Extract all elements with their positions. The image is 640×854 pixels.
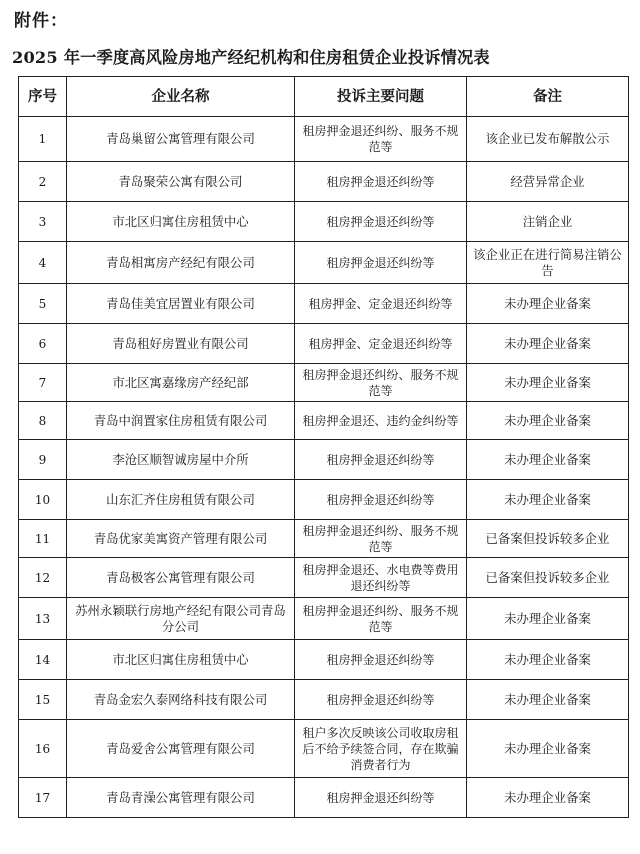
row-index: 13 (19, 598, 67, 640)
row-index: 11 (19, 520, 67, 558)
row-index: 3 (19, 202, 67, 242)
row-issue: 租房押金、定金退还纠纷等 (295, 324, 467, 364)
row-company: 青岛佳美宜居置业有限公司 (67, 284, 295, 324)
row-issue: 租房押金退还、水电费等费用退还纠纷等 (295, 558, 467, 598)
row-company: 青岛青澡公寓管理有限公司 (67, 778, 295, 818)
table-row (19, 117, 629, 162)
attachment-label: 附件： (14, 11, 68, 31)
row-issue: 租房押金退还、违约金纠纷等 (295, 402, 467, 440)
row-company: 市北区归寓住房租赁中心 (67, 640, 295, 680)
row-index: 1 (19, 117, 67, 162)
row-index: 10 (19, 480, 67, 520)
row-company: 苏州永颖联行房地产经纪有限公司青岛分公司 (67, 598, 295, 640)
row-company: 青岛相寓房产经纪有限公司 (67, 242, 295, 284)
table-row (19, 598, 629, 640)
row-issue: 租房押金退还纠纷、服务不规范等 (295, 520, 467, 558)
row-issue: 租户多次反映该公司收取房租后不给予续签合同，存在欺骗消费者行为 (295, 720, 467, 778)
table-row (19, 364, 629, 402)
header-note: 备注 (467, 77, 629, 117)
row-company: 青岛爱舍公寓管理有限公司 (67, 720, 295, 778)
table-row (19, 402, 629, 440)
row-note: 已备案但投诉较多企业 (467, 520, 629, 558)
row-note: 未办理企业备案 (467, 598, 629, 640)
row-index: 7 (19, 364, 67, 402)
row-index: 4 (19, 242, 67, 284)
row-company: 青岛巢留公寓管理有限公司 (67, 117, 295, 162)
row-issue: 租房押金退还纠纷等 (295, 640, 467, 680)
complaint-table (18, 76, 629, 818)
row-index: 14 (19, 640, 67, 680)
row-issue: 租房押金退还纠纷、服务不规范等 (295, 598, 467, 640)
row-index: 5 (19, 284, 67, 324)
row-company: 李沧区顺智诚房屋中介所 (67, 440, 295, 480)
row-company: 青岛金宏久泰网络科技有限公司 (67, 680, 295, 720)
row-company: 市北区寓嘉缘房产经纪部 (67, 364, 295, 402)
row-company: 青岛优家美寓资产管理有限公司 (67, 520, 295, 558)
header-issue: 投诉主要问题 (295, 77, 467, 117)
row-index: 12 (19, 558, 67, 598)
row-note: 未办理企业备案 (467, 640, 629, 680)
row-index: 6 (19, 324, 67, 364)
header-company: 企业名称 (67, 77, 295, 117)
table-row (19, 242, 629, 284)
row-note: 未办理企业备案 (467, 324, 629, 364)
row-note: 未办理企业备案 (467, 402, 629, 440)
row-note: 未办理企业备案 (467, 440, 629, 480)
row-issue: 租房押金退还纠纷等 (295, 440, 467, 480)
row-company: 青岛租好房置业有限公司 (67, 324, 295, 364)
row-note: 该企业已发布解散公示 (467, 117, 629, 162)
table-row (19, 162, 629, 202)
row-note: 未办理企业备案 (467, 680, 629, 720)
document-title: 2025 年一季度高风险房地产经纪机构和住房租赁企业投诉情况表 (12, 48, 490, 67)
row-note: 该企业正在进行简易注销公告 (467, 242, 629, 284)
row-company: 青岛聚荣公寓有限公司 (67, 162, 295, 202)
table-row (19, 440, 629, 480)
table-row (19, 480, 629, 520)
row-note: 注销企业 (467, 202, 629, 242)
row-issue: 租房押金退还纠纷等 (295, 162, 467, 202)
row-note: 未办理企业备案 (467, 480, 629, 520)
row-note: 未办理企业备案 (467, 720, 629, 778)
row-note: 未办理企业备案 (467, 364, 629, 402)
table-row (19, 640, 629, 680)
table-row (19, 778, 629, 818)
row-index: 8 (19, 402, 67, 440)
header-index: 序号 (19, 77, 67, 117)
row-note: 已备案但投诉较多企业 (467, 558, 629, 598)
row-company: 青岛极客公寓管理有限公司 (67, 558, 295, 598)
table-header-row (19, 77, 629, 117)
row-index: 2 (19, 162, 67, 202)
row-index: 17 (19, 778, 67, 818)
row-company: 市北区归寓住房租赁中心 (67, 202, 295, 242)
table-row (19, 680, 629, 720)
row-issue: 租房押金退还纠纷等 (295, 680, 467, 720)
row-index: 9 (19, 440, 67, 480)
row-index: 16 (19, 720, 67, 778)
row-issue: 租房押金退还纠纷、服务不规范等 (295, 364, 467, 402)
row-issue: 租房押金退还纠纷等 (295, 778, 467, 818)
row-issue: 租房押金退还纠纷等 (295, 480, 467, 520)
table-row (19, 324, 629, 364)
row-issue: 租房押金、定金退还纠纷等 (295, 284, 467, 324)
row-issue: 租房押金退还纠纷、服务不规范等 (295, 117, 467, 162)
row-note: 未办理企业备案 (467, 778, 629, 818)
row-note: 经营异常企业 (467, 162, 629, 202)
row-company: 山东汇齐住房租赁有限公司 (67, 480, 295, 520)
row-issue: 租房押金退还纠纷等 (295, 202, 467, 242)
row-issue: 租房押金退还纠纷等 (295, 242, 467, 284)
row-note: 未办理企业备案 (467, 284, 629, 324)
row-index: 15 (19, 680, 67, 720)
row-company: 青岛中润置家住房租赁有限公司 (67, 402, 295, 440)
table-row (19, 520, 629, 558)
table-row (19, 202, 629, 242)
table-row (19, 720, 629, 778)
table-row (19, 558, 629, 598)
table-row (19, 284, 629, 324)
